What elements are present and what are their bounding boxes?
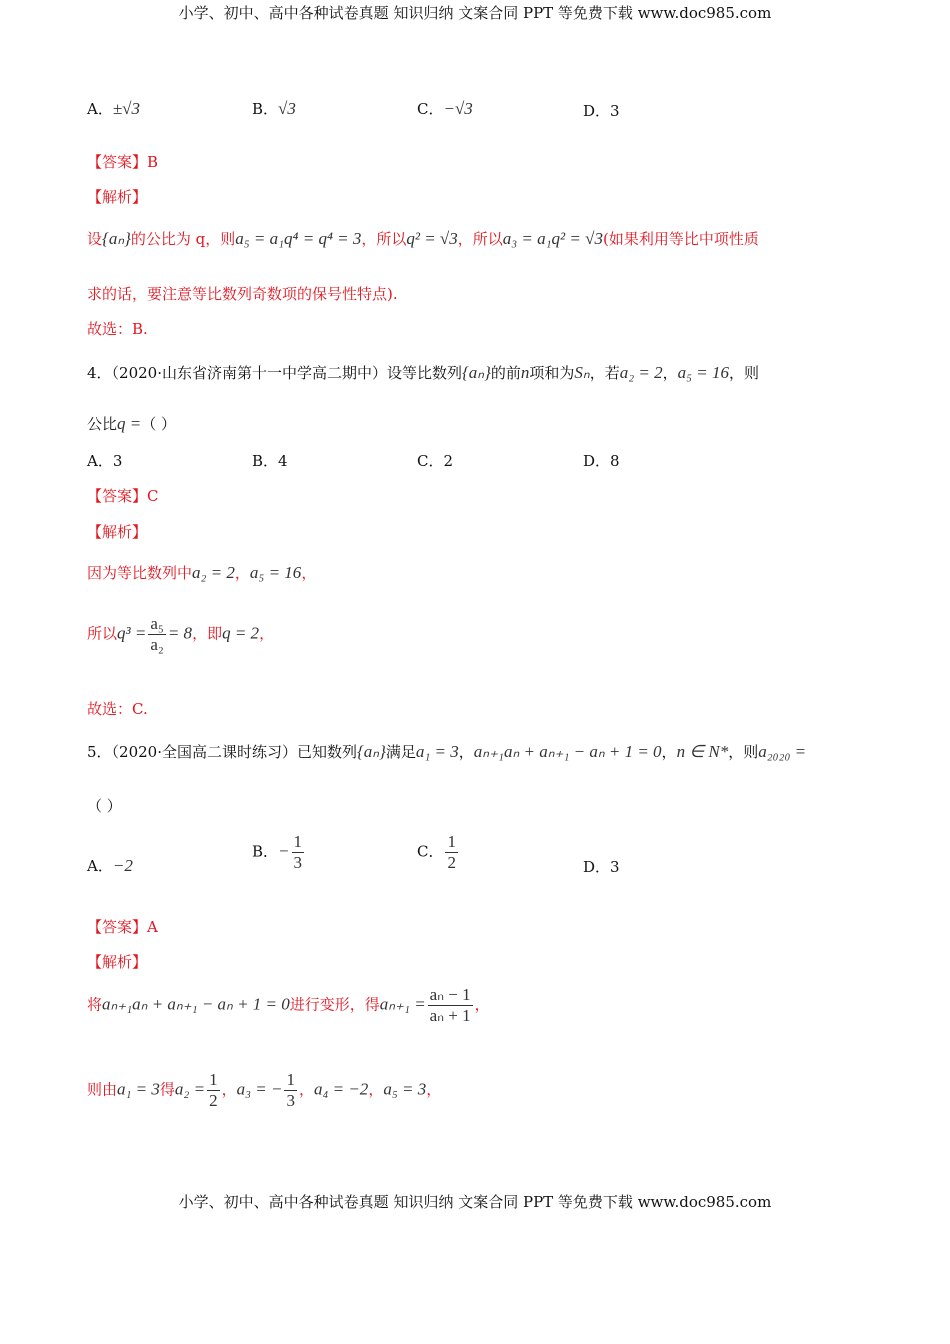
option-b: B．− $\frac{1}{3}$ [252,832,303,872]
fraction: $\frac{1}{3}$ [293,832,303,872]
page-header: 小学、初中、高中各种试卷真题 知识归纳 文案合同 PPT 等免费下载 www.doc985.com [178,4,772,22]
question-stem: 4．（2020·山东省济南第十一中学高二期中）设等比数列{aₙ}的前n项和为Sₙ，若a₂ = 2，a₅ = 16，则 [87,363,760,382]
option-a: A．3 [87,452,123,470]
answer-label: 【答案】A [87,918,158,936]
analysis-label: 【解析】 [87,523,148,541]
fraction: $\frac{\text{aₙ − 1}}{\text{aₙ + 1}}$ [429,985,471,1025]
fraction: $\frac{1}{2}$ [209,1070,218,1110]
question-stem-cont: （ ） [87,797,122,815]
option-d: D．3 [583,858,620,876]
fraction: $\frac{1}{3}$ [286,1070,295,1110]
question-stem: 5．（2020·全国高二课时练习）已知数列{aₙ}满足a₁ = 3，aₙ₊₁aₙ + aₙ₊₁ − aₙ + 1 = 0，n ∈ N*，则a₂₀₂₀ = [87,742,807,761]
option-a: A．±√3 [87,99,141,118]
option-b: B．√3 [252,99,296,118]
page-footer: 小学、初中、高中各种试卷真题 知识归纳 文案合同 PPT 等免费下载 www.doc985.com [178,1193,772,1211]
analysis-line: 因为等比数列中a₂ = 2，a₅ = 16， [87,563,317,582]
option-a: A．−2 [87,856,133,875]
option-d: D．3 [583,102,620,120]
answer-label: 【答案】C [87,487,159,505]
fraction: $\frac{\text{a₅}}{\text{a₂}}$ [150,614,164,654]
analysis-label: 【解析】 [87,188,148,206]
option-c: C．2 [417,452,454,470]
analysis-line: 设{aₙ}的公比为 q，则a₅ = a₁q⁴ = q⁴ = 3，所以q² = √3，所以a₃ = a₁q² = √3(如果利用等比中项性质 [87,229,759,248]
choose-line: 故选：B. [87,320,148,338]
question-stem-cont: 公比q =（ ） [87,414,177,433]
option-c: C． $\frac{1}{2}$ [417,832,456,872]
analysis-line: 求的话，要注意等比数列奇数项的保号性特点). [87,285,398,303]
analysis-line: 则由a₁ = 3得a₂ = $\frac{1}{2}$ ，a₃ = − $\frac{1}{3}$ ，a₄ = −2，a₅ = 3， [87,1070,442,1110]
analysis-line: 将aₙ₊₁aₙ + aₙ₊₁ − aₙ + 1 = 0进行变形，得aₙ₊₁ = $\frac{\text{aₙ − 1}}{\text{aₙ + 1}}$ ， [87,985,490,1025]
option-c: C．−√3 [417,99,473,118]
answer-label: 【答案】B [87,153,159,171]
option-d: D．8 [583,452,620,470]
fraction: $\frac{1}{2}$ [447,832,456,872]
analysis-line: 所以q³ = $\frac{\text{a₅}}{\text{a₂}}$ = 8，即q = 2， [87,614,275,654]
analysis-label: 【解析】 [87,953,148,971]
option-b: B．4 [252,452,288,470]
choose-line: 故选：C. [87,700,148,718]
